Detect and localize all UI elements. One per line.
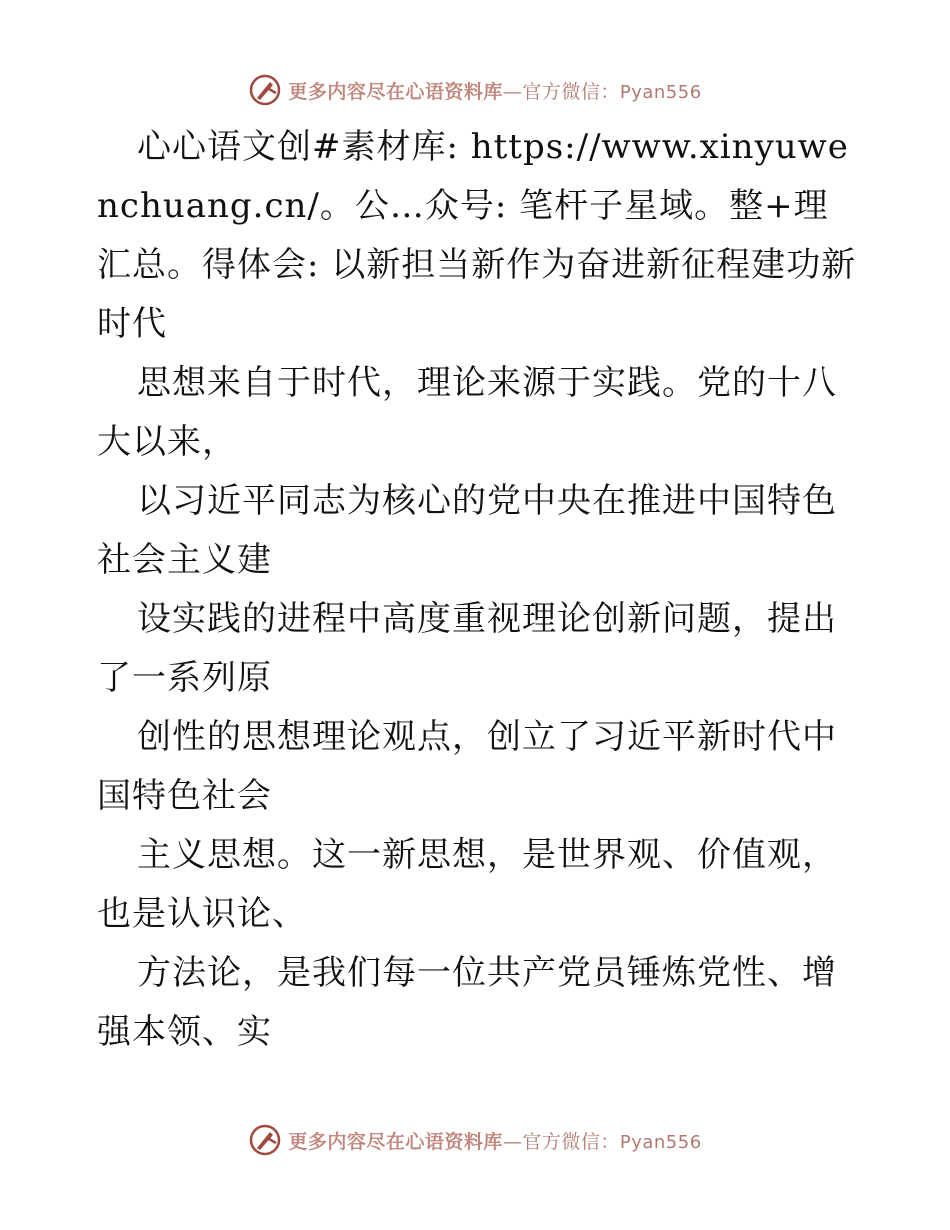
footer-banner (0, 1120, 950, 1160)
banner-contact-label: 官方微信： (522, 1130, 620, 1153)
paragraph: 心心语文创#素材库: https://www.xinyuwenchuang.cn/。公…众号: 笔杆子星域。整+理汇总。得体会: 以新担当新作为奋进新征程建功新时代 (97, 127, 857, 344)
banner-contact-label: 官方微信： (522, 80, 620, 103)
document-body (97, 118, 857, 1062)
quill-seal-icon (248, 1123, 282, 1157)
paragraph: 方法论，是我们每一位共产党员锤炼党性、增强本领、实 (97, 953, 837, 1052)
banner-separator: — (502, 1130, 523, 1153)
paragraph: 设实践的进程中高度重视理论创新问题，提出了一系列原 (97, 599, 837, 698)
paragraph: 以习近平同志为核心的党中央在推进中国特色社会主义建 (97, 481, 837, 580)
banner-brand: 更多内容尽在心语资料库 (288, 1130, 503, 1153)
banner-separator: — (502, 80, 523, 103)
quill-seal-icon (248, 73, 282, 107)
banner-text (288, 77, 701, 104)
banner-contact-id: Pyan556 (619, 1131, 702, 1153)
paragraph: 主义思想。这一新思想，是世界观、价值观，也是认识论、 (97, 835, 837, 934)
banner-text (288, 1127, 701, 1154)
banner-brand: 更多内容尽在心语资料库 (288, 80, 503, 103)
paragraph: 创性的思想理论观点，创立了习近平新时代中国特色社会 (97, 717, 837, 816)
paragraph: 思想来自于时代，理论来源于实践。党的十八大以来， (97, 363, 837, 462)
header-banner (0, 70, 950, 110)
banner-contact-id: Pyan556 (619, 81, 702, 103)
